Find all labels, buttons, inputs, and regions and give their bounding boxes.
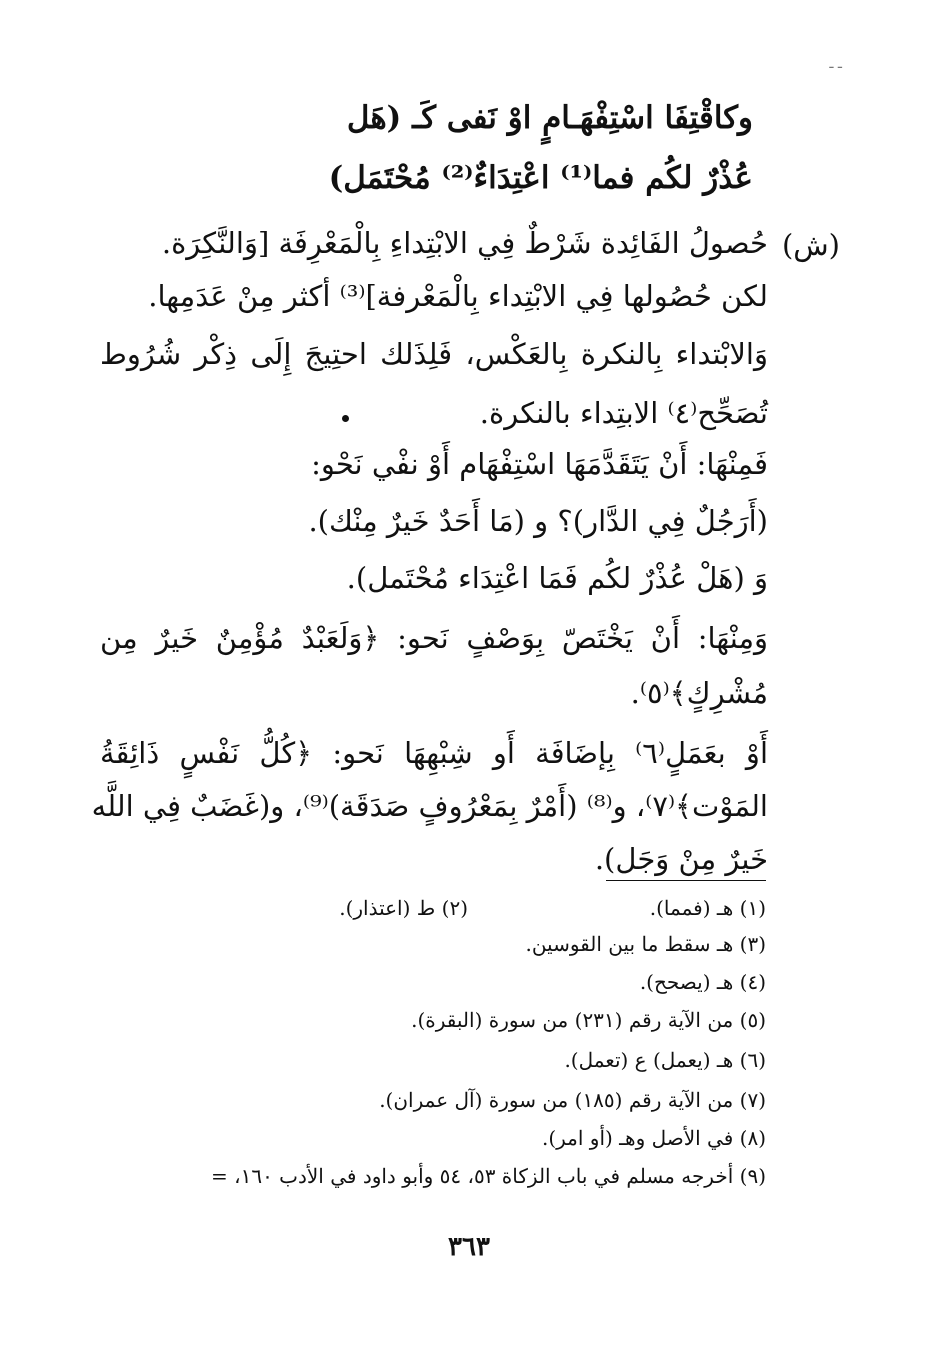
body-line-8: وَمِنْهَا: أَنْ يَخْتَصّ بِوَصْفٍ نَحو: ﴿وَلَعَبْدٌ مُؤْمِنٌ خَيرٌ مِن: [100, 621, 768, 655]
footnote-2: (٢) ط (اعتذار).: [339, 896, 468, 920]
body-line-7: وَ (هَلْ عُذْرٌ لكُم فَمَا اعْتِدَاء مُحْتَمل).: [346, 561, 768, 595]
footnote-7: (٧) من الآية رقم (١٨٥) من سورة (آل عمران).: [379, 1088, 766, 1112]
page-number: ٣٦٣: [448, 1232, 490, 1262]
body-line-6: (أَرَجُلٌ فِي الدَّار)؟ و (مَا أَحَدٌ خَيرٌ مِنْك).: [308, 504, 768, 538]
body-line-9: مُشْرِكٍ﴾⁽٥⁾.: [630, 676, 768, 710]
footnote-9: (٩) أخرجه مسلم في باب الزكاة ٥٣، ٥٤ وأبو داود في الأدب ١٦٠، =: [211, 1164, 766, 1188]
footnote-3: (٣) هـ سقط ما بين القوسين.: [525, 932, 766, 956]
body-line-2: لكن حُصُولها فِي الابْتِداء بِالْمَعْرفة]⁽³⁾ أكثر مِنْ عَدَمِها.: [148, 279, 768, 313]
footnote-1: (١) هـ (فمما).: [649, 896, 766, 920]
footnote-4: (٤) هـ (يصحح).: [639, 970, 766, 994]
body-line-3: وَالابْتداء بِالنكرة بِالعَكْس، فَلِذَلك احتِيجَ إِلَى ذِكْر شُرُوط: [100, 337, 768, 371]
body-line-5: فَمِنْهَا: أَنْ يَتَقَدَّمَهَا اسْتِفْهَام أَوْ نفْي نَحْو:: [311, 447, 768, 481]
body-line-12: خَيرٌ مِنْ وَجَل).: [594, 842, 768, 876]
footnote-8: (٨) في الأصل وهـ (أو امر).: [541, 1126, 766, 1150]
body-line-10: أَوْ بعَمَلٍ⁽٦⁾ بِإضَافَة أَو شِبْهِهَا نَحو: ﴿كُلُّ نَفْسٍ ذَائِقَةُ: [100, 736, 768, 770]
body-line-4: تُصَحِّح⁽٤⁾ الابتِداء بالنكرة.: [479, 396, 768, 430]
verse-line-2: عُذْرٌ لكُم فما⁽¹⁾ اعْتِدَاءٌ⁽²⁾ مُحْتَمَل): [328, 160, 753, 196]
footnote-5: (٥) من الآية رقم (٢٣١) من سورة (البقرة).: [411, 1008, 766, 1032]
footnote-separator: [606, 880, 766, 881]
corner-mark: ـ ـ: [829, 56, 842, 72]
body-line-11: المَوْت﴾⁽٧⁾، و⁽⁸⁾ (أَمْرٌ بِمَعْرُوفٍ صَدَقَة)⁽⁹⁾، و(غَضَبٌ فِي اللَّه: [91, 789, 768, 823]
page-dot: [342, 415, 349, 422]
body-line-1: حُصولُ الفَائِدة شَرْطٌ فِي الابْتِداءِ بِالْمَعْرِفَة [وَالنَّكِرَة.: [161, 226, 768, 260]
footnote-6: (٦) هـ (يعمل) ع (تعمل).: [564, 1048, 766, 1072]
commentary-marker: (ش): [781, 228, 840, 262]
verse-line-1: وكاقْتِفَا اسْتِفْهَـامٍ اوْ نَفى كَـ (هَل: [346, 100, 753, 136]
